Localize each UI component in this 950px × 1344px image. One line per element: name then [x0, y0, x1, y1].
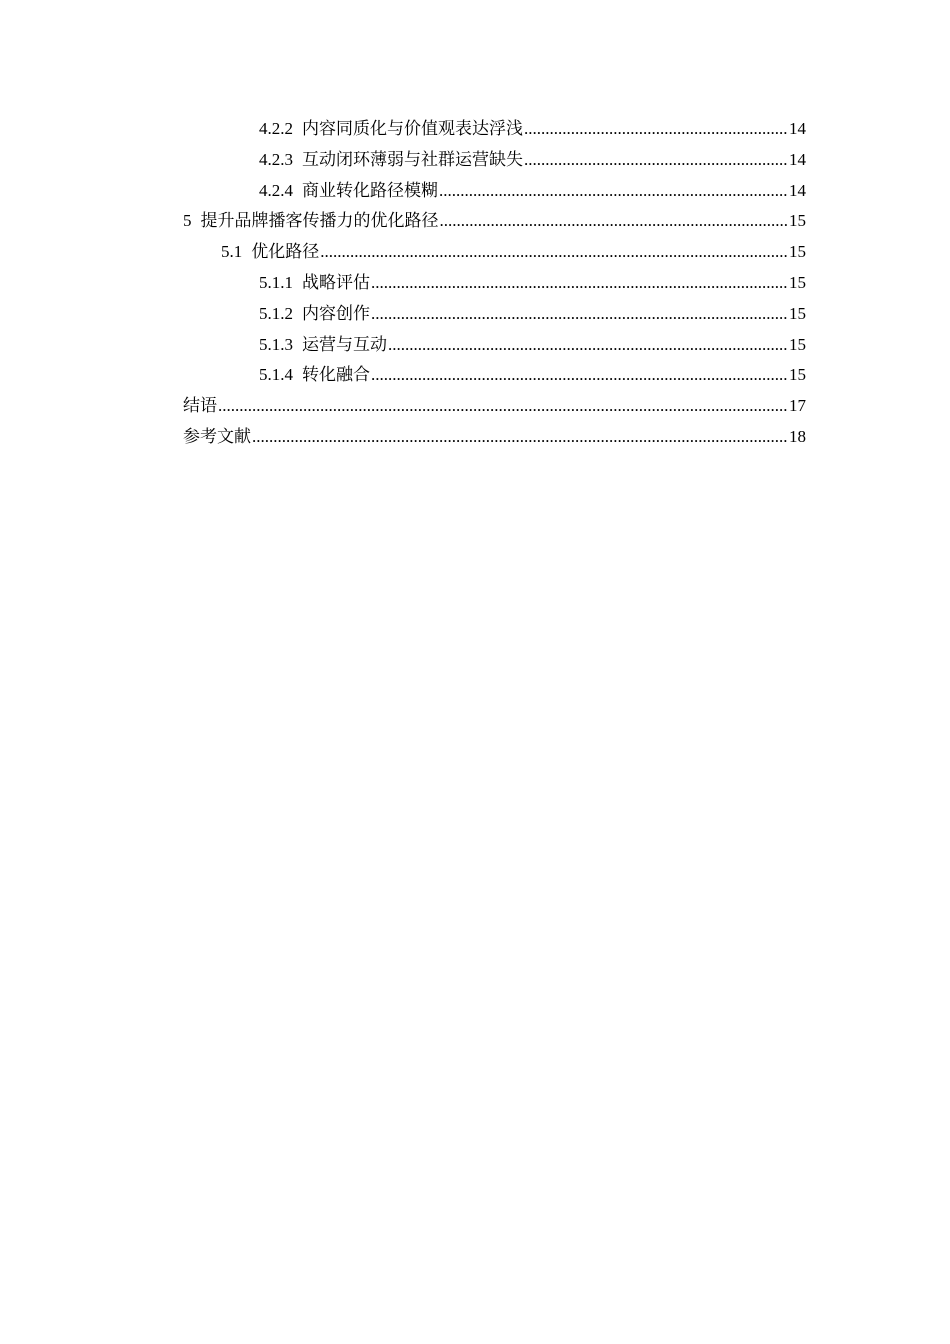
toc-entry-number: 4.2.2: [259, 119, 293, 138]
toc-entry-page: 15: [789, 211, 806, 231]
toc-entry[interactable]: [183, 114, 806, 145]
toc-entry-page: 14: [789, 149, 806, 169]
toc-entry-title: 参考文献: [183, 426, 251, 446]
toc-entry[interactable]: [183, 360, 806, 391]
toc-entry-title: 优化路径: [251, 242, 320, 262]
table-of-contents: [183, 114, 806, 453]
toc-entry-number: 5.1.3: [259, 334, 293, 354]
toc-dot-leader: [524, 114, 788, 145]
toc-entry-number: 5.1.2: [259, 303, 293, 323]
toc-dot-leader: [218, 391, 788, 422]
toc-entry-page: 15: [789, 334, 806, 354]
toc-dot-leader: [440, 206, 789, 237]
toc-entry-title: 商业转化路径模糊: [302, 180, 438, 200]
toc-entry-page: 15: [789, 272, 806, 292]
toc-entry[interactable]: [183, 237, 806, 268]
toc-dot-leader: [371, 299, 788, 330]
toc-entry-page: 15: [789, 365, 806, 385]
toc-entry-number: 5.1.4: [259, 365, 293, 385]
toc-dot-leader: [371, 360, 788, 391]
toc-dot-leader: [388, 330, 788, 361]
toc-entry-page: 18: [789, 426, 806, 446]
toc-entry-number: 5.1: [221, 242, 243, 262]
toc-entry[interactable]: [183, 330, 806, 361]
toc-entry-title: 战略评估: [302, 272, 370, 292]
toc-entry-number: 5.1.1: [259, 272, 293, 292]
toc-dot-leader: [371, 268, 788, 299]
toc-entry-title: 转化融合: [302, 365, 370, 385]
toc-entry-page: 15: [789, 242, 806, 262]
toc-entry-page: 14: [789, 180, 806, 200]
toc-entry[interactable]: [183, 176, 806, 207]
toc-entry[interactable]: [183, 422, 806, 453]
toc-entry-title: 结语: [183, 396, 217, 416]
toc-entry-page: 17: [789, 396, 806, 416]
toc-dot-leader: [252, 422, 788, 453]
toc-entry-number: 4.2.3: [259, 149, 293, 169]
toc-entry-page: 14: [789, 119, 806, 138]
toc-entry-title: 运营与互动: [302, 334, 387, 354]
toc-entry[interactable]: [183, 268, 806, 299]
toc-entry[interactable]: [183, 206, 806, 237]
toc-entry-title: 互动闭环薄弱与社群运营缺失: [302, 149, 523, 169]
toc-entry[interactable]: [183, 299, 806, 330]
toc-entry-number: 4.2.4: [259, 180, 293, 200]
toc-entry-title: 内容创作: [302, 303, 370, 323]
toc-entry-title: 提升品牌播客传播力的优化路径: [200, 211, 439, 231]
toc-dot-leader: [320, 237, 788, 268]
toc-entry-number: 5: [183, 211, 192, 231]
toc-entry[interactable]: [183, 145, 806, 176]
toc-entry[interactable]: [183, 391, 806, 422]
toc-dot-leader: [439, 176, 788, 207]
toc-entry-title: 内容同质化与价值观表达浮浅: [302, 119, 523, 138]
toc-entry-page: 15: [789, 303, 806, 323]
toc-dot-leader: [524, 145, 788, 176]
